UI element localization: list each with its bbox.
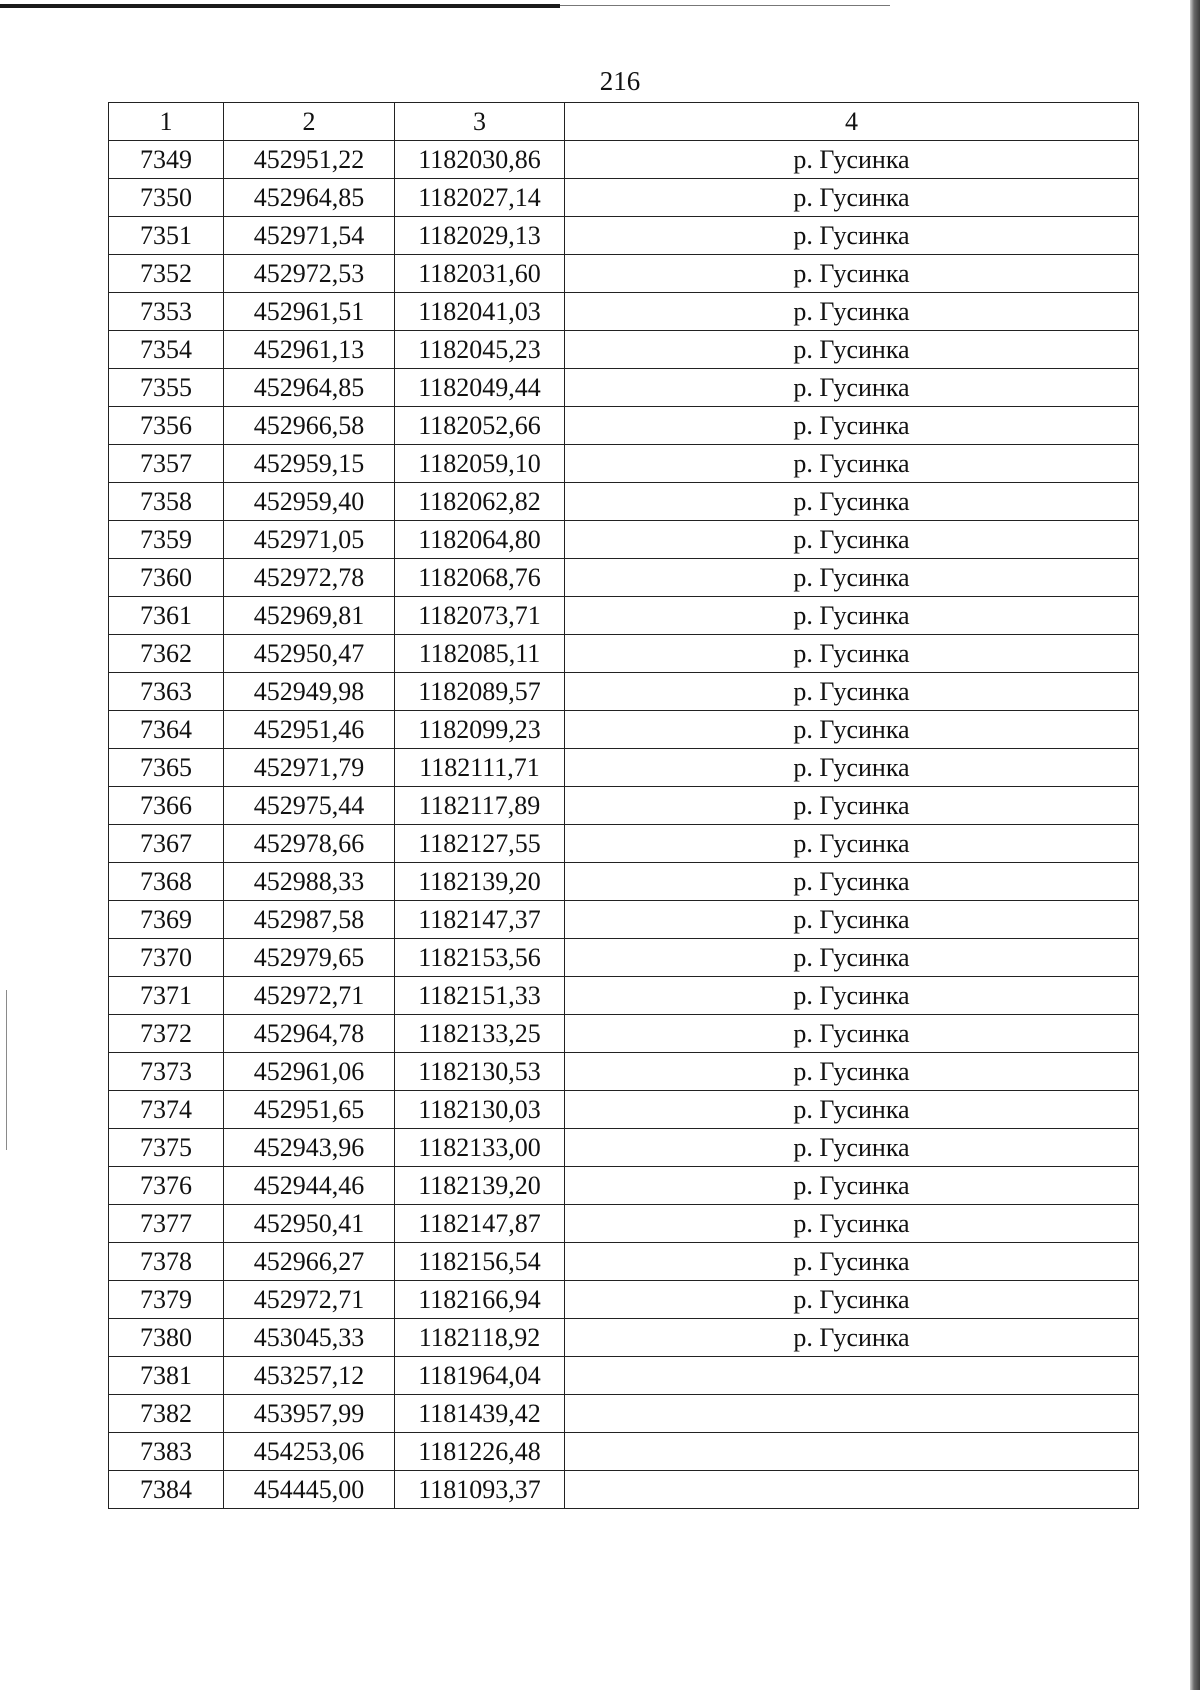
table-row xyxy=(109,369,1139,407)
x-coordinate-cell: 452971,54 xyxy=(224,217,395,255)
point-number-cell: 7384 xyxy=(109,1471,224,1509)
description-cell: р. Гусинка xyxy=(565,635,1139,673)
description-cell: р. Гусинка xyxy=(565,255,1139,293)
scan-left-mark xyxy=(6,990,7,1150)
table-row xyxy=(109,1091,1139,1129)
description-cell: р. Гусинка xyxy=(565,901,1139,939)
y-coordinate-cell: 1182156,54 xyxy=(395,1243,565,1281)
x-coordinate-cell: 452961,06 xyxy=(224,1053,395,1091)
x-coordinate-cell: 452987,58 xyxy=(224,901,395,939)
description-cell: р. Гусинка xyxy=(565,1015,1139,1053)
point-number-cell: 7383 xyxy=(109,1433,224,1471)
point-number-cell: 7363 xyxy=(109,673,224,711)
table-row xyxy=(109,217,1139,255)
table-row xyxy=(109,141,1139,179)
point-number-cell: 7360 xyxy=(109,559,224,597)
y-coordinate-cell: 1182117,89 xyxy=(395,787,565,825)
y-coordinate-cell: 1182130,53 xyxy=(395,1053,565,1091)
table-row xyxy=(109,1281,1139,1319)
table-row xyxy=(109,255,1139,293)
point-number-cell: 7368 xyxy=(109,863,224,901)
table-row xyxy=(109,407,1139,445)
point-number-cell: 7366 xyxy=(109,787,224,825)
table-row xyxy=(109,1167,1139,1205)
table-row xyxy=(109,1243,1139,1281)
description-cell: р. Гусинка xyxy=(565,787,1139,825)
table-row xyxy=(109,559,1139,597)
point-number-cell: 7352 xyxy=(109,255,224,293)
y-coordinate-cell: 1182049,44 xyxy=(395,369,565,407)
point-number-cell: 7379 xyxy=(109,1281,224,1319)
table-row xyxy=(109,939,1139,977)
scan-right-edge xyxy=(1190,0,1200,1690)
x-coordinate-cell: 452972,71 xyxy=(224,977,395,1015)
point-number-cell: 7376 xyxy=(109,1167,224,1205)
description-cell: р. Гусинка xyxy=(565,217,1139,255)
point-number-cell: 7370 xyxy=(109,939,224,977)
table-row xyxy=(109,635,1139,673)
point-number-cell: 7354 xyxy=(109,331,224,369)
table-row xyxy=(109,331,1139,369)
point-number-cell: 7350 xyxy=(109,179,224,217)
y-coordinate-cell: 1182062,82 xyxy=(395,483,565,521)
point-number-cell: 7381 xyxy=(109,1357,224,1395)
table-row xyxy=(109,293,1139,331)
y-coordinate-cell: 1182127,55 xyxy=(395,825,565,863)
point-number-cell: 7373 xyxy=(109,1053,224,1091)
header-cell: 4 xyxy=(565,103,1139,141)
description-cell: р. Гусинка xyxy=(565,977,1139,1015)
description-cell xyxy=(565,1471,1139,1509)
description-cell: р. Гусинка xyxy=(565,1167,1139,1205)
x-coordinate-cell: 452959,40 xyxy=(224,483,395,521)
x-coordinate-cell: 452966,27 xyxy=(224,1243,395,1281)
x-coordinate-cell: 452964,78 xyxy=(224,1015,395,1053)
point-number-cell: 7378 xyxy=(109,1243,224,1281)
table-row xyxy=(109,597,1139,635)
table-row xyxy=(109,673,1139,711)
x-coordinate-cell: 452944,46 xyxy=(224,1167,395,1205)
x-coordinate-cell: 452959,15 xyxy=(224,445,395,483)
point-number-cell: 7374 xyxy=(109,1091,224,1129)
point-number-cell: 7349 xyxy=(109,141,224,179)
point-number-cell: 7351 xyxy=(109,217,224,255)
description-cell: р. Гусинка xyxy=(565,141,1139,179)
x-coordinate-cell: 453257,12 xyxy=(224,1357,395,1395)
description-cell: р. Гусинка xyxy=(565,331,1139,369)
description-cell: р. Гусинка xyxy=(565,1053,1139,1091)
point-number-cell: 7382 xyxy=(109,1395,224,1433)
x-coordinate-cell: 452971,79 xyxy=(224,749,395,787)
x-coordinate-cell: 452971,05 xyxy=(224,521,395,559)
table-row xyxy=(109,749,1139,787)
point-number-cell: 7380 xyxy=(109,1319,224,1357)
x-coordinate-cell: 452975,44 xyxy=(224,787,395,825)
y-coordinate-cell: 1182118,92 xyxy=(395,1319,565,1357)
description-cell: р. Гусинка xyxy=(565,1129,1139,1167)
table-row xyxy=(109,521,1139,559)
x-coordinate-cell: 452950,41 xyxy=(224,1205,395,1243)
point-number-cell: 7355 xyxy=(109,369,224,407)
y-coordinate-cell: 1182166,94 xyxy=(395,1281,565,1319)
point-number-cell: 7365 xyxy=(109,749,224,787)
description-cell: р. Гусинка xyxy=(565,445,1139,483)
point-number-cell: 7353 xyxy=(109,293,224,331)
x-coordinate-cell: 452961,13 xyxy=(224,331,395,369)
table-row xyxy=(109,1205,1139,1243)
x-coordinate-cell: 452964,85 xyxy=(224,369,395,407)
description-cell xyxy=(565,1395,1139,1433)
x-coordinate-cell: 452961,51 xyxy=(224,293,395,331)
description-cell: р. Гусинка xyxy=(565,1281,1139,1319)
table-row xyxy=(109,1319,1139,1357)
description-cell: р. Гусинка xyxy=(565,521,1139,559)
table-header-row xyxy=(109,103,1139,141)
x-coordinate-cell: 452964,85 xyxy=(224,179,395,217)
x-coordinate-cell: 452950,47 xyxy=(224,635,395,673)
table-row xyxy=(109,711,1139,749)
y-coordinate-cell: 1182041,03 xyxy=(395,293,565,331)
description-cell: р. Гусинка xyxy=(565,597,1139,635)
table-row xyxy=(109,787,1139,825)
description-cell: р. Гусинка xyxy=(565,407,1139,445)
y-coordinate-cell: 1182147,37 xyxy=(395,901,565,939)
table-row xyxy=(109,1129,1139,1167)
description-cell xyxy=(565,1357,1139,1395)
y-coordinate-cell: 1182147,87 xyxy=(395,1205,565,1243)
table-row xyxy=(109,1357,1139,1395)
point-number-cell: 7377 xyxy=(109,1205,224,1243)
table-row xyxy=(109,483,1139,521)
point-number-cell: 7369 xyxy=(109,901,224,939)
x-coordinate-cell: 452951,22 xyxy=(224,141,395,179)
y-coordinate-cell: 1182030,86 xyxy=(395,141,565,179)
table-row xyxy=(109,901,1139,939)
point-number-cell: 7364 xyxy=(109,711,224,749)
y-coordinate-cell: 1182059,10 xyxy=(395,445,565,483)
y-coordinate-cell: 1181093,37 xyxy=(395,1471,565,1509)
y-coordinate-cell: 1181439,42 xyxy=(395,1395,565,1433)
y-coordinate-cell: 1182031,60 xyxy=(395,255,565,293)
point-number-cell: 7361 xyxy=(109,597,224,635)
header-cell: 2 xyxy=(224,103,395,141)
description-cell: р. Гусинка xyxy=(565,749,1139,787)
scan-top-rule xyxy=(0,4,560,8)
x-coordinate-cell: 452966,58 xyxy=(224,407,395,445)
x-coordinate-cell: 453957,99 xyxy=(224,1395,395,1433)
table-row xyxy=(109,445,1139,483)
x-coordinate-cell: 454253,06 xyxy=(224,1433,395,1471)
y-coordinate-cell: 1182139,20 xyxy=(395,863,565,901)
description-cell: р. Гусинка xyxy=(565,369,1139,407)
point-number-cell: 7367 xyxy=(109,825,224,863)
x-coordinate-cell: 452972,78 xyxy=(224,559,395,597)
y-coordinate-cell: 1182027,14 xyxy=(395,179,565,217)
y-coordinate-cell: 1182099,23 xyxy=(395,711,565,749)
y-coordinate-cell: 1182045,23 xyxy=(395,331,565,369)
table-row xyxy=(109,1433,1139,1471)
point-number-cell: 7359 xyxy=(109,521,224,559)
y-coordinate-cell: 1182130,03 xyxy=(395,1091,565,1129)
table-row xyxy=(109,825,1139,863)
point-number-cell: 7356 xyxy=(109,407,224,445)
scan-top-rule-faint xyxy=(560,5,890,6)
point-number-cell: 7375 xyxy=(109,1129,224,1167)
table-row xyxy=(109,1015,1139,1053)
x-coordinate-cell: 452951,46 xyxy=(224,711,395,749)
description-cell: р. Гусинка xyxy=(565,1319,1139,1357)
y-coordinate-cell: 1182068,76 xyxy=(395,559,565,597)
description-cell: р. Гусинка xyxy=(565,863,1139,901)
y-coordinate-cell: 1182111,71 xyxy=(395,749,565,787)
table-row xyxy=(109,863,1139,901)
x-coordinate-cell: 452949,98 xyxy=(224,673,395,711)
point-number-cell: 7362 xyxy=(109,635,224,673)
x-coordinate-cell: 452979,65 xyxy=(224,939,395,977)
table-row xyxy=(109,1053,1139,1091)
table-row xyxy=(109,977,1139,1015)
table-row xyxy=(109,1395,1139,1433)
y-coordinate-cell: 1182089,57 xyxy=(395,673,565,711)
x-coordinate-cell: 454445,00 xyxy=(224,1471,395,1509)
page-number: 216 xyxy=(599,66,641,96)
description-cell: р. Гусинка xyxy=(565,179,1139,217)
description-cell: р. Гусинка xyxy=(565,293,1139,331)
y-coordinate-cell: 1181964,04 xyxy=(395,1357,565,1395)
description-cell: р. Гусинка xyxy=(565,1243,1139,1281)
y-coordinate-cell: 1182052,66 xyxy=(395,407,565,445)
y-coordinate-cell: 1182064,80 xyxy=(395,521,565,559)
x-coordinate-cell: 452978,66 xyxy=(224,825,395,863)
description-cell: р. Гусинка xyxy=(565,1091,1139,1129)
header-cell: 3 xyxy=(395,103,565,141)
y-coordinate-cell: 1182133,25 xyxy=(395,1015,565,1053)
x-coordinate-cell: 452951,65 xyxy=(224,1091,395,1129)
description-cell: р. Гусинка xyxy=(565,673,1139,711)
y-coordinate-cell: 1182153,56 xyxy=(395,939,565,977)
description-cell: р. Гусинка xyxy=(565,1205,1139,1243)
coordinates-table xyxy=(108,102,1139,1509)
point-number-cell: 7357 xyxy=(109,445,224,483)
description-cell: р. Гусинка xyxy=(565,483,1139,521)
y-coordinate-cell: 1181226,48 xyxy=(395,1433,565,1471)
x-coordinate-cell: 452972,53 xyxy=(224,255,395,293)
table-row xyxy=(109,179,1139,217)
description-cell: р. Гусинка xyxy=(565,559,1139,597)
x-coordinate-cell: 452972,71 xyxy=(224,1281,395,1319)
point-number-cell: 7371 xyxy=(109,977,224,1015)
table-row xyxy=(109,1471,1139,1509)
point-number-cell: 7358 xyxy=(109,483,224,521)
description-cell: р. Гусинка xyxy=(565,939,1139,977)
description-cell: р. Гусинка xyxy=(565,711,1139,749)
y-coordinate-cell: 1182133,00 xyxy=(395,1129,565,1167)
description-cell: р. Гусинка xyxy=(565,825,1139,863)
point-number-cell: 7372 xyxy=(109,1015,224,1053)
y-coordinate-cell: 1182085,11 xyxy=(395,635,565,673)
y-coordinate-cell: 1182073,71 xyxy=(395,597,565,635)
y-coordinate-cell: 1182139,20 xyxy=(395,1167,565,1205)
x-coordinate-cell: 452988,33 xyxy=(224,863,395,901)
y-coordinate-cell: 1182029,13 xyxy=(395,217,565,255)
x-coordinate-cell: 452943,96 xyxy=(224,1129,395,1167)
x-coordinate-cell: 452969,81 xyxy=(224,597,395,635)
y-coordinate-cell: 1182151,33 xyxy=(395,977,565,1015)
header-cell: 1 xyxy=(109,103,224,141)
description-cell xyxy=(565,1433,1139,1471)
x-coordinate-cell: 453045,33 xyxy=(224,1319,395,1357)
